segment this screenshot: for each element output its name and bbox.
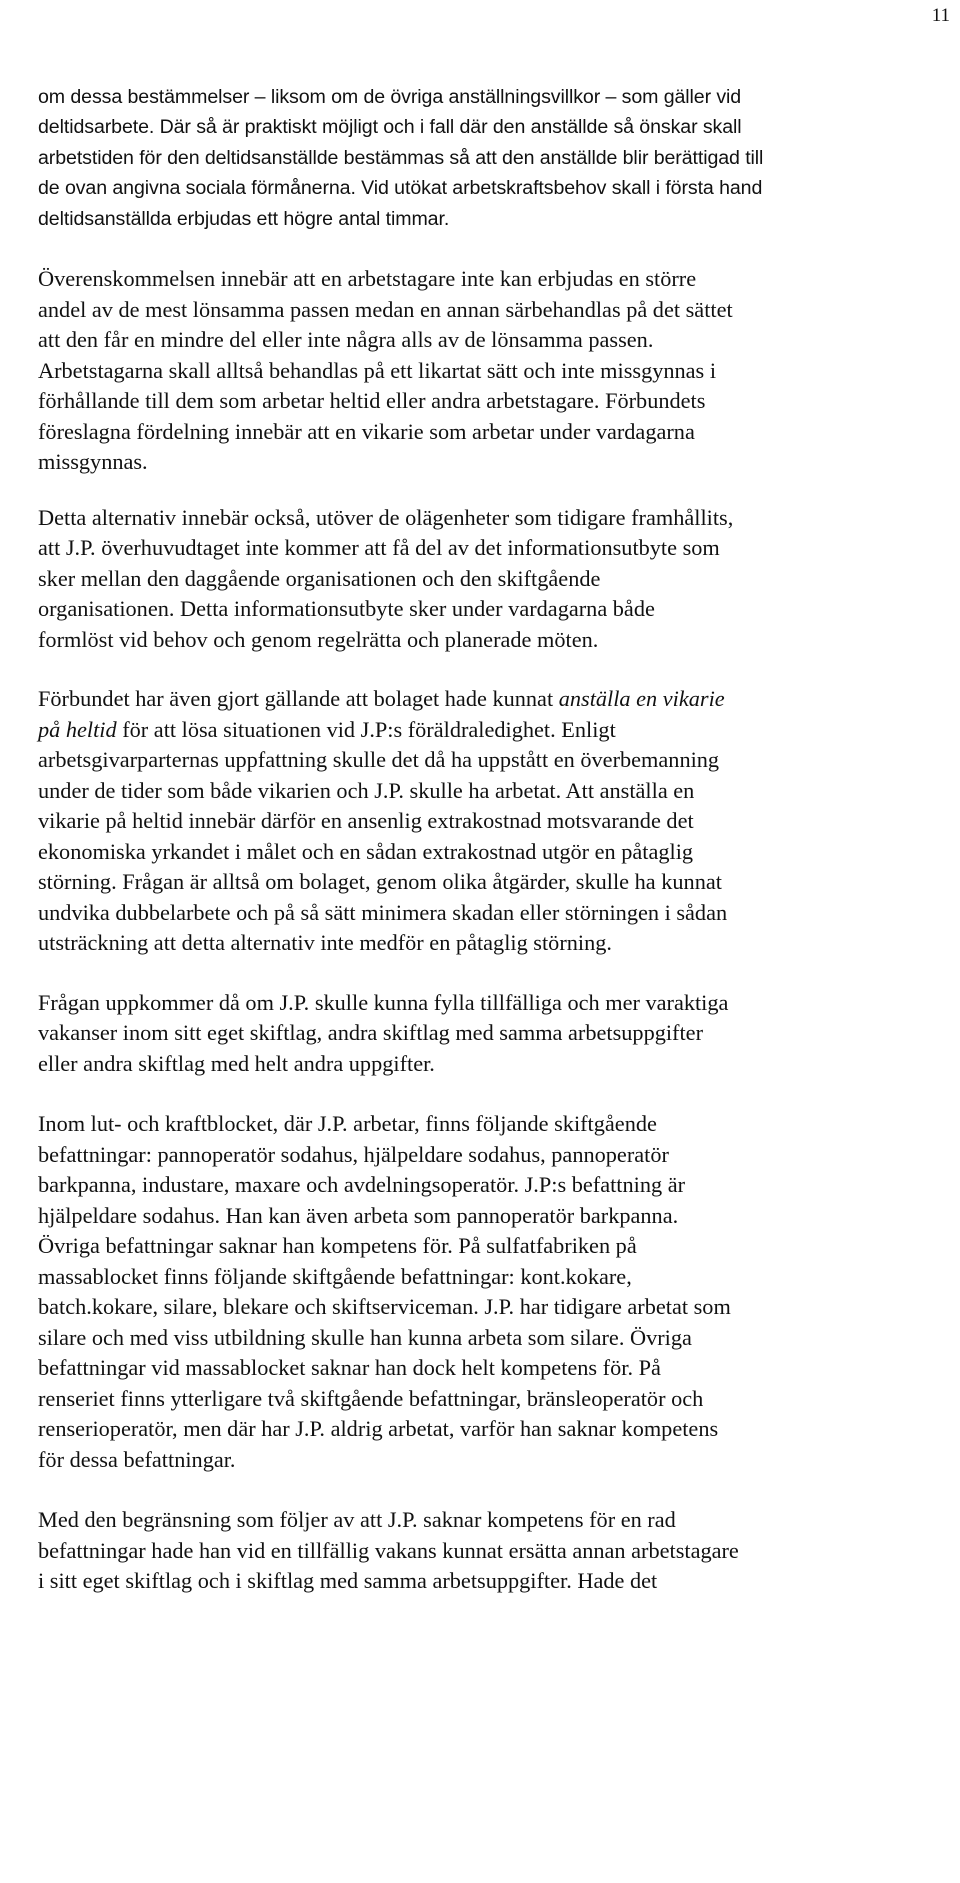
text-line: Detta alternativ innebär också, utöver de olägenheter som tidigare framhållits,	[38, 504, 734, 530]
text-line: befattningar vid massablocket saknar han dock helt kompetens för. På	[38, 1355, 661, 1381]
text-line: undvika dubbelarbete och på så sätt minimera skadan eller störningen i sådan	[38, 899, 728, 925]
text-line: störning. Frågan är alltså om bolaget, genom olika åtgärder, skulle ha kunnat	[38, 869, 722, 895]
text-line: deltidsarbete. Där så är praktiskt möjligt och i fall där den anställde så önskar skall	[38, 116, 742, 139]
text-line: eller andra skiftlag med helt andra uppgifter.	[38, 1050, 435, 1076]
text-line: Frågan uppkommer då om J.P. skulle kunna fylla tillfälliga och mer varaktiga	[38, 989, 729, 1015]
paragraph-begransning	[38, 1505, 960, 1597]
text-line	[38, 715, 960, 746]
text-line: att J.P. överhuvudtaget inte kommer att få del av det informationsutbyte som	[38, 535, 720, 561]
text-line: organisationen. Detta informationsutbyte sker under vardagarna både	[38, 596, 655, 622]
text-line: arbetsgivarparternas uppfattning skulle det då ha uppstått en överbemanning	[38, 747, 720, 773]
text-line: för dessa befattningar.	[38, 1446, 236, 1472]
paragraph-deltid-villkor	[38, 82, 960, 234]
text-line: vikarie på heltid innebär därför en ansenlig extrakostnad motsvarande det	[38, 808, 694, 834]
document-body	[38, 82, 960, 1597]
text-line: batch.kokare, silare, blekare och skiftserviceman. J.P. har tidigare arbetat som	[38, 1294, 731, 1320]
text-line: vakanser inom sitt eget skiftlag, andra skiftlag med samma arbetsuppgifter	[38, 1020, 703, 1046]
text-line: hjälpeldare sodahus. Han kan även arbeta som pannoperatör barkpanna.	[38, 1202, 679, 1228]
paragraph-detta-alternativ	[38, 503, 960, 656]
text-line: deltidsanställda erbjudas ett högre antal timmar.	[38, 207, 450, 230]
text-line: formlöst vid behov och genom regelrätta och planerade möten.	[38, 626, 599, 652]
text-line: ekonomiska yrkandet i målet och en sådan extrakostnad utgör en påtaglig	[38, 838, 694, 864]
paragraph-overenskommelsen	[38, 264, 960, 478]
text-line: Inom lut- och kraftblocket, där J.P. arbetar, finns följande skiftgående	[38, 1111, 657, 1137]
text-line: renserioperatör, men där har J.P. aldrig arbetat, varför han saknar kompetens	[38, 1416, 719, 1442]
emphasis-text: på heltid	[38, 716, 117, 742]
text-line: Med den begränsning som följer av att J.P. saknar kompetens för en rad	[38, 1507, 676, 1533]
text-line: Övriga befattningar saknar han kompetens för. På sulfatfabriken på	[38, 1233, 637, 1259]
text-line: massablocket finns följande skiftgående befattningar: kont.kokare,	[38, 1263, 632, 1289]
text-line: befattningar: pannoperatör sodahus, hjälpeldare sodahus, pannoperatör	[38, 1141, 669, 1167]
text-line: Överenskommelsen innebär att en arbetstagare inte kan erbjudas en större	[38, 266, 697, 292]
text-line: arbetstiden för den deltidsanställde bestämmas så att den anställde blir berättigad till	[38, 146, 764, 169]
text-line: andel av de mest lönsamma passen medan en annan särbehandlas på det sättet	[38, 296, 733, 322]
text-line: silare och med viss utbildning skulle han kunna arbeta som silare. Övriga	[38, 1324, 692, 1350]
text-line: sker mellan den daggående organisationen och den skiftgående	[38, 565, 601, 591]
paragraph-fragan-uppkommer	[38, 988, 960, 1080]
paragraph-befattningar	[38, 1109, 960, 1475]
text-line: barkpanna, industare, maxare och avdelningsoperatör. J.P:s befattning är	[38, 1172, 686, 1198]
text-line: befattningar hade han vid en tillfällig vakans kunnat ersätta annan arbetstagare	[38, 1537, 739, 1563]
text-line: förhållande till dem som arbetar heltid eller andra arbetstagare. Förbundets	[38, 388, 706, 414]
text-line: föreslagna fördelning innebär att en vikarie som arbetar under vardagarna	[38, 418, 695, 444]
paragraph-forbundet-vikarie	[38, 684, 960, 959]
text-line: missgynnas.	[38, 449, 148, 475]
text-line: i sitt eget skiftlag och i skiftlag med samma arbetsuppgifter. Hade det	[38, 1568, 658, 1594]
text-line: de ovan angivna sociala förmånerna. Vid utökat arbetskraftsbehov skall i första hand	[38, 177, 763, 200]
text-line	[38, 684, 960, 715]
text-line: renseriet finns ytterligare två skiftgående befattningar, bränsleoperatör och	[38, 1385, 704, 1411]
text-run: Förbundet har även gjort gällande att bolaget hade kunnat	[38, 686, 559, 712]
emphasis-text: anställa en vikarie	[558, 686, 725, 712]
text-line: om dessa bestämmelser – liksom om de övriga anställningsvillkor – som gäller vid	[38, 86, 742, 108]
text-line: utsträckning att detta alternativ inte medför en påtaglig störning.	[38, 930, 612, 956]
page-number: 11	[931, 5, 950, 26]
text-line: under de tider som både vikarien och J.P. skulle ha arbetat. Att anställa en	[38, 777, 695, 803]
text-run: för att lösa situationen vid J.P:s föräldraledighet. Enligt	[116, 716, 616, 742]
text-line: att den får en mindre del eller inte några alls av de lönsamma passen.	[38, 327, 654, 353]
text-line: Arbetstagarna skall alltså behandlas på ett likartat sätt och inte missgynnas i	[38, 357, 717, 383]
